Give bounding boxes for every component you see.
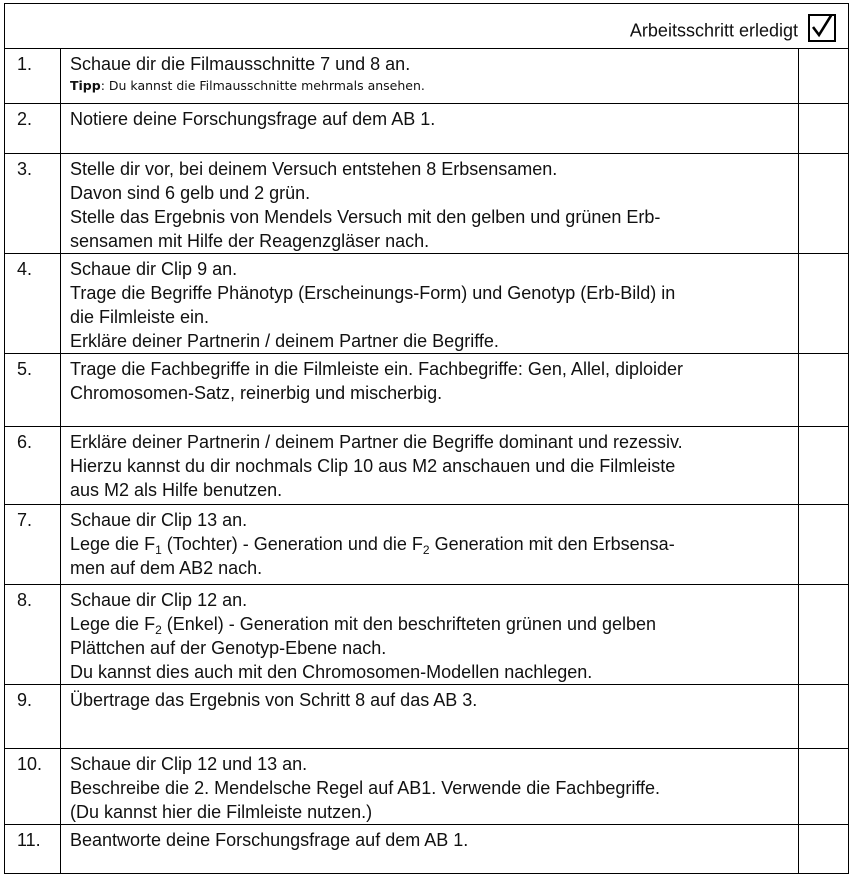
step-line: Stelle das Ergebnis von Mendels Versuch mit den gelben und grünen Erb- (70, 207, 661, 227)
done-cell[interactable] (798, 427, 848, 505)
step-number: 1. (5, 49, 61, 104)
step-text (61, 685, 799, 749)
step-line: Schaue dir Clip 12 und 13 an. (70, 754, 308, 774)
step-text (61, 427, 799, 505)
step-line: sensamen mit Hilfe der Reagenzgläser nach. (70, 231, 430, 251)
text-run: Lege die F (70, 614, 156, 634)
worksheet-table (4, 3, 849, 874)
step-line: men auf dem AB2 nach. (70, 558, 263, 578)
text-run: (Tochter) - Generation und die F (161, 534, 423, 554)
step-line: (Du kannst hier die Filmleiste nutzen.) (70, 802, 373, 822)
step-line: Notiere deine Forschungsfrage auf dem AB 1. (70, 109, 436, 129)
step-text (61, 49, 799, 104)
step-row-5 (5, 354, 849, 427)
header-cell (5, 4, 849, 49)
step-text (61, 825, 799, 874)
done-cell[interactable] (798, 354, 848, 427)
step-line: Trage die Fachbegriffe in die Filmleiste ein. Fachbegriffe: Gen, Allel, diploider (70, 359, 683, 379)
step-number: 4. (5, 254, 61, 354)
step-line: Übertrage das Ergebnis von Schritt 8 auf das AB 3. (70, 690, 478, 710)
step-text (61, 154, 799, 254)
step-line: Hierzu kannst du dir nochmals Clip 10 aus M2 anschauen und die Filmleiste (70, 456, 676, 476)
step-line: Beschreibe die 2. Mendelsche Regel auf AB1. Verwende die Fachbegriffe. (70, 778, 661, 798)
step-number: 5. (5, 354, 61, 427)
done-cell[interactable] (798, 254, 848, 354)
step-line: Davon sind 6 gelb und 2 grün. (70, 183, 311, 203)
tip-label: Tipp (70, 78, 101, 93)
step-number: 2. (5, 104, 61, 154)
done-cell[interactable] (798, 154, 848, 254)
done-cell[interactable] (798, 585, 848, 685)
step-row-3 (5, 154, 849, 254)
step-line: Schaue dir Clip 12 an. (70, 590, 248, 610)
step-text (61, 749, 799, 825)
tip-line (70, 76, 790, 96)
step-row-4 (5, 254, 849, 354)
step-text (61, 354, 799, 427)
done-cell[interactable] (798, 825, 848, 874)
step-text (61, 254, 799, 354)
step-line: Trage die Begriffe Phänotyp (Erscheinungs-Form) und Genotyp (Erb-Bild) in (70, 283, 676, 303)
step-line: Du kannst dies auch mit den Chromosomen-Modellen nachlegen. (70, 662, 593, 682)
done-cell[interactable] (798, 49, 848, 104)
header-row (5, 4, 849, 49)
done-cell[interactable] (798, 505, 848, 585)
text-run: Generation mit den Erbsensa- (429, 534, 675, 554)
step-row-8 (5, 585, 849, 685)
step-row-2 (5, 104, 849, 154)
step-row-7 (5, 505, 849, 585)
step-line: Schaue dir Clip 9 an. (70, 259, 238, 279)
step-line: Stelle dir vor, bei deinem Versuch entstehen 8 Erbsensamen. (70, 159, 558, 179)
step-text (61, 104, 799, 154)
step-number: 6. (5, 427, 61, 505)
step-line: Beantworte deine Forschungsfrage auf dem AB 1. (70, 830, 469, 850)
step-line: Plättchen auf der Genotyp-Ebene nach. (70, 638, 387, 658)
step-text (61, 585, 799, 685)
step-row-9 (5, 685, 849, 749)
step-number: 9. (5, 685, 61, 749)
step-line: Schaue dir die Filmausschnitte 7 und 8 an. (70, 54, 411, 74)
step-line: aus M2 als Hilfe benutzen. (70, 480, 283, 500)
step-number: 10. (5, 749, 61, 825)
step-number: 7. (5, 505, 61, 585)
done-cell[interactable] (798, 104, 848, 154)
step-line: Erkläre deiner Partnerin / deinem Partner die Begriffe dominant und rezessiv. (70, 432, 683, 452)
step-row-1 (5, 49, 849, 104)
step-number: 11. (5, 825, 61, 874)
step-line: die Filmleiste ein. (70, 307, 210, 327)
step-number: 3. (5, 154, 61, 254)
done-cell[interactable] (798, 749, 848, 825)
step-line: Schaue dir Clip 13 an. (70, 510, 248, 530)
header-label: Arbeitsschritt erledigt (629, 20, 798, 41)
text-run: (Enkel) - Generation mit den beschrifteten grünen und gelben (161, 614, 657, 634)
subscript: 2 (422, 543, 430, 557)
step-number: 8. (5, 585, 61, 685)
step-row-11 (5, 825, 849, 874)
text-run: Lege die F (70, 534, 156, 554)
done-cell[interactable] (798, 685, 848, 749)
step-line: Chromosomen-Satz, reinerbig und mischerbig. (70, 383, 443, 403)
subscript: 1 (155, 543, 162, 557)
step-text (61, 505, 799, 585)
step-line (70, 532, 790, 556)
tip-text: : Du kannst die Filmausschnitte mehrmals ansehen. (100, 78, 425, 93)
step-line: Erkläre deiner Partnerin / deinem Partner die Begriffe. (70, 331, 499, 351)
checkbox-icon (808, 14, 836, 42)
step-row-10 (5, 749, 849, 825)
subscript: 2 (155, 623, 162, 637)
step-row-6 (5, 427, 849, 505)
step-line (70, 612, 790, 636)
